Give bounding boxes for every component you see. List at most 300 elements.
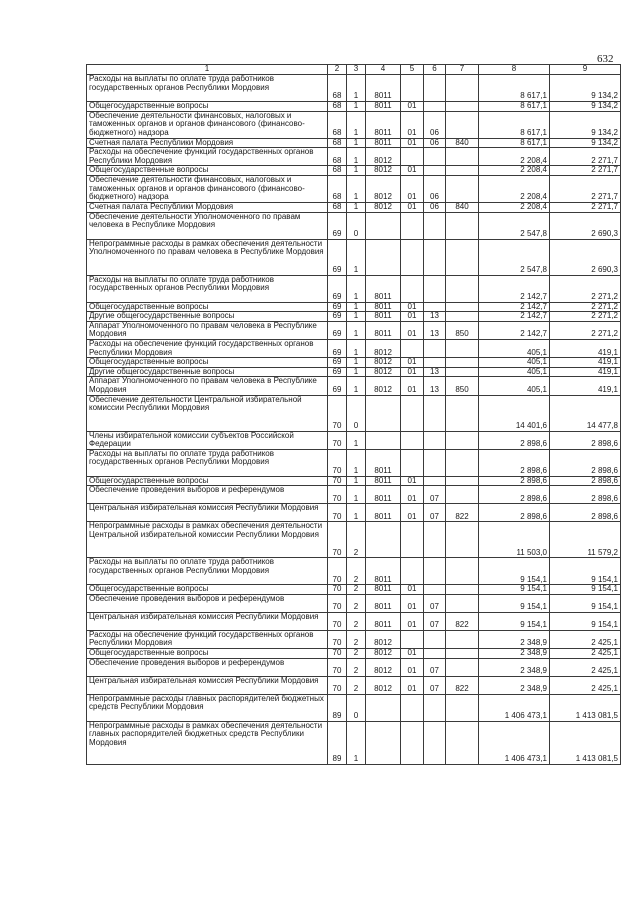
amount-col-8: 2 898,6: [479, 431, 550, 449]
amount-col-9: 2 898,6: [550, 431, 621, 449]
code-col-5: 01: [401, 486, 424, 504]
code-col-2: 89: [328, 694, 347, 721]
code-col-7: [446, 395, 479, 431]
code-col-5: [401, 275, 424, 302]
amount-col-9: 9 134,2: [550, 138, 621, 148]
amount-col-9: 419,1: [550, 358, 621, 368]
code-col-7: 822: [446, 676, 479, 694]
code-col-2: 68: [328, 111, 347, 138]
code-col-7: [446, 486, 479, 504]
table-row: [87, 339, 621, 357]
code-col-4: 8011: [366, 594, 401, 612]
amount-col-8: 2 898,6: [479, 476, 550, 486]
code-col-2: 70: [328, 395, 347, 431]
code-col-2: 68: [328, 202, 347, 212]
code-col-4: 8012: [366, 339, 401, 357]
amount-col-8: 2 208,4: [479, 148, 550, 166]
table-row: [87, 367, 621, 377]
amount-col-9: 9 154,1: [550, 612, 621, 630]
code-col-3: 1: [347, 202, 366, 212]
row-name: Расходы на обеспечение функций государственных органов Республики Мордовия: [87, 630, 328, 648]
column-header: 4: [366, 65, 401, 75]
code-col-6: [424, 395, 446, 431]
code-col-6: 06: [424, 175, 446, 202]
code-col-7: [446, 721, 479, 764]
code-col-6: [424, 721, 446, 764]
table-row: [87, 594, 621, 612]
code-col-4: 8012: [366, 367, 401, 377]
row-name: Общегосударственные вопросы: [87, 302, 328, 312]
row-name: Центральная избирательная комиссия Республики Мордовия: [87, 676, 328, 694]
column-header: 8: [479, 65, 550, 75]
code-col-7: [446, 367, 479, 377]
code-col-2: 68: [328, 175, 347, 202]
code-col-6: [424, 585, 446, 595]
code-col-2: 69: [328, 312, 347, 322]
amount-col-9: 2 271,7: [550, 202, 621, 212]
code-col-3: 1: [347, 166, 366, 176]
code-col-5: 01: [401, 504, 424, 522]
table-row: [87, 321, 621, 339]
amount-col-8: 2 348,9: [479, 649, 550, 659]
code-col-3: 1: [347, 367, 366, 377]
code-col-4: 8011: [366, 486, 401, 504]
amount-col-9: 9 154,1: [550, 585, 621, 595]
code-col-4: 8011: [366, 111, 401, 138]
row-name: Общегосударственные вопросы: [87, 585, 328, 595]
amount-col-8: 405,1: [479, 367, 550, 377]
code-col-2: 70: [328, 431, 347, 449]
amount-col-9: 11 579,2: [550, 522, 621, 558]
column-header: 6: [424, 65, 446, 75]
code-col-3: 1: [347, 111, 366, 138]
code-col-6: 07: [424, 504, 446, 522]
table-row: [87, 476, 621, 486]
table-row: [87, 175, 621, 202]
row-name: Обеспечение проведения выборов и референдумов: [87, 486, 328, 504]
table-row: [87, 358, 621, 368]
code-col-3: 2: [347, 558, 366, 585]
code-col-7: [446, 166, 479, 176]
code-col-2: 69: [328, 358, 347, 368]
code-col-3: 1: [347, 102, 366, 112]
table-row: [87, 612, 621, 630]
code-col-4: [366, 522, 401, 558]
amount-col-8: 2 208,4: [479, 166, 550, 176]
amount-col-8: 2 898,6: [479, 504, 550, 522]
code-col-5: [401, 721, 424, 764]
row-name: Счетная палата Республики Мордовия: [87, 138, 328, 148]
code-col-2: 68: [328, 102, 347, 112]
amount-col-9: 9 154,1: [550, 558, 621, 585]
code-col-5: 01: [401, 111, 424, 138]
column-header: 1: [87, 65, 328, 75]
code-col-6: [424, 102, 446, 112]
code-col-4: 8012: [366, 630, 401, 648]
code-col-6: [424, 558, 446, 585]
code-col-5: [401, 449, 424, 476]
code-col-6: 13: [424, 377, 446, 395]
code-col-4: 8011: [366, 75, 401, 102]
code-col-6: 13: [424, 312, 446, 322]
row-name: Непрограммные расходы в рамках обеспечения деятельности главных распорядителей бюджетных средств Республики Мордовия: [87, 721, 328, 764]
code-col-6: 06: [424, 138, 446, 148]
table-row: [87, 449, 621, 476]
amount-col-9: 419,1: [550, 367, 621, 377]
amount-col-9: 2 425,1: [550, 676, 621, 694]
row-name: Непрограммные расходы в рамках обеспечения деятельности Уполномоченного по правам человека в Республике Мордовия: [87, 239, 328, 275]
table-row: [87, 649, 621, 659]
code-col-7: 840: [446, 202, 479, 212]
code-col-6: [424, 431, 446, 449]
code-col-5: [401, 558, 424, 585]
code-col-3: 1: [347, 377, 366, 395]
code-col-7: [446, 694, 479, 721]
table-row: [87, 395, 621, 431]
code-col-7: [446, 75, 479, 102]
code-col-2: 70: [328, 504, 347, 522]
code-col-6: 07: [424, 676, 446, 694]
amount-col-8: 2 142,7: [479, 321, 550, 339]
amount-col-8: 8 617,1: [479, 102, 550, 112]
code-col-5: [401, 148, 424, 166]
row-name: Обеспечение деятельности Уполномоченного по правам человека в Республике Мордовия: [87, 212, 328, 239]
table-row: [87, 138, 621, 148]
code-col-4: 8011: [366, 612, 401, 630]
code-col-4: [366, 694, 401, 721]
code-col-2: 70: [328, 522, 347, 558]
row-name: Расходы на выплаты по оплате труда работников государственных органов Республики Мордовия: [87, 449, 328, 476]
table-row: [87, 486, 621, 504]
code-col-3: 1: [347, 486, 366, 504]
table-row: [87, 721, 621, 764]
table-row: [87, 102, 621, 112]
code-col-6: 13: [424, 321, 446, 339]
amount-col-8: 405,1: [479, 377, 550, 395]
code-col-2: 68: [328, 75, 347, 102]
column-header: 2: [328, 65, 347, 75]
amount-col-9: 2 425,1: [550, 658, 621, 676]
row-name: Центральная избирательная комиссия Республики Мордовия: [87, 612, 328, 630]
code-col-7: 822: [446, 504, 479, 522]
code-col-6: 07: [424, 486, 446, 504]
row-name: Расходы на выплаты по оплате труда работников государственных органов Республики Мордовия: [87, 558, 328, 585]
row-name: Общегосударственные вопросы: [87, 649, 328, 659]
code-col-4: 8011: [366, 558, 401, 585]
row-name: Общегосударственные вопросы: [87, 476, 328, 486]
amount-col-9: 9 134,2: [550, 102, 621, 112]
code-col-5: 01: [401, 649, 424, 659]
code-col-4: 8011: [366, 585, 401, 595]
table-row: [87, 148, 621, 166]
code-col-4: 8012: [366, 166, 401, 176]
code-col-5: 01: [401, 138, 424, 148]
code-col-4: 8011: [366, 476, 401, 486]
code-col-6: 06: [424, 111, 446, 138]
amount-col-9: 2 690,3: [550, 212, 621, 239]
row-name: Общегосударственные вопросы: [87, 102, 328, 112]
amount-col-9: 2 271,2: [550, 321, 621, 339]
amount-col-9: 419,1: [550, 339, 621, 357]
code-col-7: [446, 649, 479, 659]
amount-col-9: 2 271,7: [550, 148, 621, 166]
amount-col-8: 2 348,9: [479, 630, 550, 648]
amount-col-8: 2 348,9: [479, 658, 550, 676]
row-name: Расходы на обеспечение функций государственных органов Республики Мордовия: [87, 148, 328, 166]
amount-col-8: 2 142,7: [479, 302, 550, 312]
code-col-7: [446, 239, 479, 275]
code-col-3: 2: [347, 594, 366, 612]
row-name: Обеспечение деятельности финансовых, налоговых и таможенных органов и органов финансового (финансово-бюджетного) надзора: [87, 175, 328, 202]
amount-col-9: 2 898,6: [550, 486, 621, 504]
code-col-7: [446, 658, 479, 676]
code-col-3: 1: [347, 275, 366, 302]
code-col-4: 8011: [366, 321, 401, 339]
budget-table: [86, 64, 621, 765]
amount-col-9: 9 154,1: [550, 594, 621, 612]
amount-col-9: 2 425,1: [550, 630, 621, 648]
code-col-5: [401, 630, 424, 648]
code-col-5: 01: [401, 312, 424, 322]
code-col-3: 2: [347, 612, 366, 630]
code-col-6: 06: [424, 202, 446, 212]
code-col-2: 70: [328, 676, 347, 694]
amount-col-8: 2 348,9: [479, 676, 550, 694]
amount-col-8: 9 154,1: [479, 558, 550, 585]
code-col-6: [424, 339, 446, 357]
code-col-7: [446, 339, 479, 357]
code-col-6: 07: [424, 594, 446, 612]
code-col-6: [424, 275, 446, 302]
code-col-4: 8011: [366, 302, 401, 312]
code-col-7: [446, 312, 479, 322]
amount-col-8: 9 154,1: [479, 585, 550, 595]
amount-col-8: 405,1: [479, 358, 550, 368]
table-row: [87, 111, 621, 138]
row-name: Расходы на выплаты по оплате труда работников государственных органов Республики Мордовия: [87, 75, 328, 102]
amount-col-9: 9 134,2: [550, 75, 621, 102]
code-col-5: 01: [401, 612, 424, 630]
amount-col-9: 14 477,8: [550, 395, 621, 431]
code-col-2: 70: [328, 594, 347, 612]
amount-col-9: 1 413 081,5: [550, 721, 621, 764]
row-name: Другие общегосударственные вопросы: [87, 367, 328, 377]
code-col-2: 70: [328, 486, 347, 504]
code-col-6: [424, 212, 446, 239]
code-col-5: 01: [401, 358, 424, 368]
code-col-3: 0: [347, 395, 366, 431]
code-col-3: 1: [347, 175, 366, 202]
code-col-5: 01: [401, 676, 424, 694]
code-col-2: 69: [328, 367, 347, 377]
code-col-5: 01: [401, 367, 424, 377]
code-col-2: 69: [328, 239, 347, 275]
table-row: [87, 75, 621, 102]
code-col-5: [401, 339, 424, 357]
code-col-2: 68: [328, 148, 347, 166]
column-header: 9: [550, 65, 621, 75]
code-col-5: 01: [401, 658, 424, 676]
code-col-7: [446, 175, 479, 202]
row-name: Счетная палата Республики Мордовия: [87, 202, 328, 212]
table-row: [87, 630, 621, 648]
code-col-6: [424, 302, 446, 312]
code-col-3: 1: [347, 504, 366, 522]
code-col-7: [446, 449, 479, 476]
code-col-3: 1: [347, 358, 366, 368]
code-col-6: [424, 239, 446, 275]
code-col-3: 1: [347, 431, 366, 449]
table-body: [87, 75, 621, 765]
code-col-2: 70: [328, 449, 347, 476]
code-col-5: [401, 75, 424, 102]
amount-col-9: 2 898,6: [550, 504, 621, 522]
code-col-2: 69: [328, 321, 347, 339]
amount-col-8: 11 503,0: [479, 522, 550, 558]
code-col-3: 2: [347, 676, 366, 694]
row-name: Аппарат Уполномоченного по правам человека в Республике Мордовия: [87, 377, 328, 395]
table-row: [87, 522, 621, 558]
code-col-2: 70: [328, 585, 347, 595]
code-col-7: [446, 111, 479, 138]
code-col-6: [424, 75, 446, 102]
code-col-2: 69: [328, 377, 347, 395]
code-col-7: [446, 358, 479, 368]
column-header: 5: [401, 65, 424, 75]
code-col-6: [424, 166, 446, 176]
column-header: 7: [446, 65, 479, 75]
code-col-4: [366, 239, 401, 275]
code-col-3: 1: [347, 449, 366, 476]
table-row: [87, 312, 621, 322]
code-col-2: 68: [328, 138, 347, 148]
code-col-5: [401, 522, 424, 558]
code-col-7: 850: [446, 377, 479, 395]
code-col-3: 2: [347, 649, 366, 659]
amount-col-8: 14 401,6: [479, 395, 550, 431]
code-col-2: 89: [328, 721, 347, 764]
table-row: [87, 166, 621, 176]
code-col-7: [446, 558, 479, 585]
code-col-6: [424, 522, 446, 558]
amount-col-9: 1 413 081,5: [550, 694, 621, 721]
amount-col-9: 2 271,7: [550, 166, 621, 176]
code-col-4: 8011: [366, 138, 401, 148]
amount-col-8: 9 154,1: [479, 594, 550, 612]
code-col-3: 2: [347, 630, 366, 648]
amount-col-9: 2 271,2: [550, 275, 621, 302]
code-col-4: 8012: [366, 202, 401, 212]
code-col-3: 1: [347, 302, 366, 312]
row-name: Расходы на обеспечение функций государственных органов Республики Мордовия: [87, 339, 328, 357]
code-col-5: 01: [401, 302, 424, 312]
row-name: Общегосударственные вопросы: [87, 166, 328, 176]
code-col-6: [424, 630, 446, 648]
code-col-7: [446, 431, 479, 449]
code-col-4: 8012: [366, 377, 401, 395]
code-col-3: 1: [347, 321, 366, 339]
table-row: [87, 694, 621, 721]
code-col-7: 840: [446, 138, 479, 148]
code-col-7: [446, 102, 479, 112]
code-col-7: 850: [446, 321, 479, 339]
row-name: Другие общегосударственные вопросы: [87, 312, 328, 322]
table-row: [87, 275, 621, 302]
code-col-4: 8011: [366, 312, 401, 322]
amount-col-8: 8 617,1: [479, 111, 550, 138]
code-col-4: 8011: [366, 504, 401, 522]
amount-col-9: 2 898,6: [550, 476, 621, 486]
code-col-5: 01: [401, 585, 424, 595]
code-col-4: 8012: [366, 175, 401, 202]
table-row: [87, 202, 621, 212]
amount-col-8: 2 547,8: [479, 239, 550, 275]
code-col-7: [446, 630, 479, 648]
code-col-2: 70: [328, 476, 347, 486]
code-col-7: [446, 275, 479, 302]
column-header: 3: [347, 65, 366, 75]
code-col-2: 70: [328, 658, 347, 676]
amount-col-9: 2 271,2: [550, 302, 621, 312]
code-col-7: [446, 476, 479, 486]
amount-col-8: 2 208,4: [479, 202, 550, 212]
row-name: Центральная избирательная комиссия Республики Мордовия: [87, 504, 328, 522]
code-col-4: [366, 431, 401, 449]
row-name: Расходы на выплаты по оплате труда работников государственных органов Республики Мордовия: [87, 275, 328, 302]
amount-col-9: 9 134,2: [550, 111, 621, 138]
code-col-5: [401, 431, 424, 449]
amount-col-9: 2 425,1: [550, 649, 621, 659]
amount-col-8: 405,1: [479, 339, 550, 357]
amount-col-8: 2 208,4: [479, 175, 550, 202]
row-name: Обеспечение проведения выборов и референдумов: [87, 594, 328, 612]
code-col-4: 8011: [366, 275, 401, 302]
code-col-5: 01: [401, 175, 424, 202]
table-row: [87, 302, 621, 312]
table-row: [87, 239, 621, 275]
row-name: Непрограммные расходы в рамках обеспечения деятельности Центральной избирательной комиссии Республики Мордовия: [87, 522, 328, 558]
code-col-4: [366, 212, 401, 239]
page-number: 632: [597, 53, 614, 65]
table-row: [87, 377, 621, 395]
code-col-4: 8012: [366, 358, 401, 368]
table-row: [87, 431, 621, 449]
code-col-3: 2: [347, 585, 366, 595]
table-header-row: [87, 65, 621, 75]
code-col-2: 69: [328, 302, 347, 312]
code-col-7: [446, 212, 479, 239]
code-col-3: 1: [347, 312, 366, 322]
table-row: [87, 558, 621, 585]
code-col-7: [446, 302, 479, 312]
code-col-6: [424, 649, 446, 659]
table-row: [87, 658, 621, 676]
code-col-7: [446, 585, 479, 595]
code-col-5: [401, 239, 424, 275]
row-name: Члены избирательной комиссии субъектов Российской Федерации: [87, 431, 328, 449]
code-col-7: [446, 522, 479, 558]
table-row: [87, 212, 621, 239]
code-col-3: 2: [347, 522, 366, 558]
row-name: Обеспечение деятельности финансовых, налоговых и таможенных органов и органов финансового (финансово-бюджетного) надзора: [87, 111, 328, 138]
code-col-2: 69: [328, 275, 347, 302]
amount-col-9: 2 271,7: [550, 175, 621, 202]
code-col-6: 07: [424, 658, 446, 676]
code-col-6: 07: [424, 612, 446, 630]
code-col-5: 01: [401, 594, 424, 612]
code-col-5: 01: [401, 321, 424, 339]
code-col-2: 70: [328, 649, 347, 659]
